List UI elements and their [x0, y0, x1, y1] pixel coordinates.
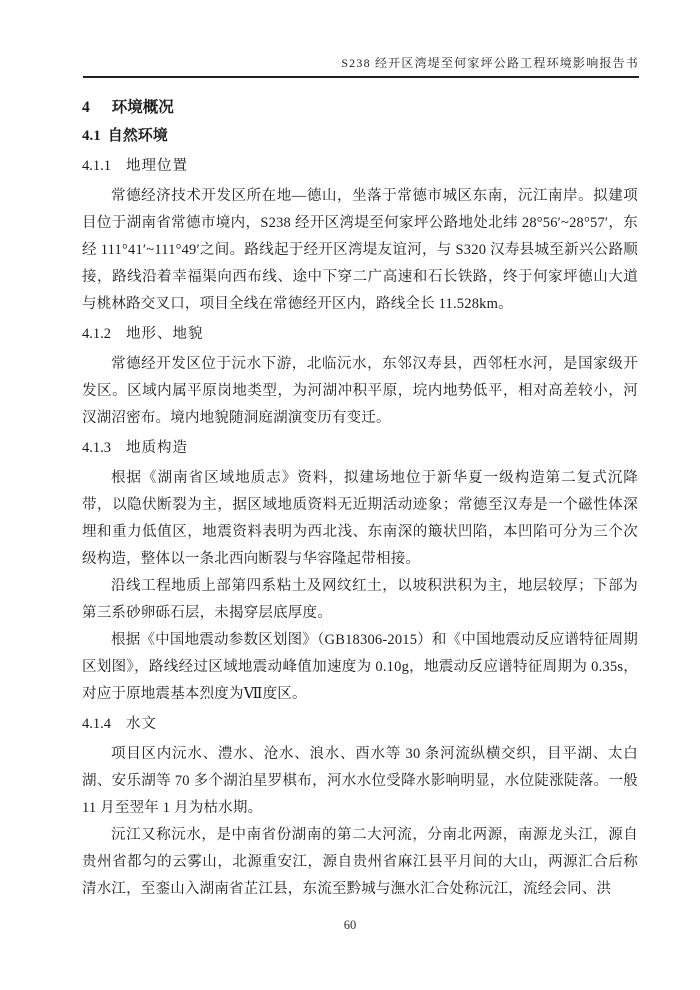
body-paragraph: 常德经开发区位于沅水下游，北临沅水，东邻汉寿县，西邻枉水河，是国家级开发区。区域内属平原岗地类型，为河湖冲积平原，垸内地势低平，相对高差较小，河汊湖沼密布。境内地貌随洞庭湖演变历有变迁。 — [82, 356, 638, 426]
section-heading-4.1.1 — [82, 153, 638, 180]
heading-title: 地质构造 — [126, 440, 188, 456]
heading-number: 4.1 — [82, 128, 101, 144]
body-paragraph: 沅江又称沅水，是中南省份湖南的第二大河流，分南北两源，南源龙头江，源自贵州省都匀的云雾山，北源重安江，源自贵州省麻江县平月间的大山，两源汇合后称清水江，至銮山入湖南省芷江县，东流至黔城与潕水汇合处称沅江，流经会同、洪 — [82, 827, 638, 897]
document-body — [82, 86, 638, 903]
body-paragraph: 根据《湖南省区域地质志》资料，拟建场地位于新华夏一级构造第二复式沉降带，以隐伏断裂为主，据区域地质资料无近期活动迹象；常德至汉寿是一个磁性体深埋和重力低值区，地震资料表明为西北浅、东南深的簸状凹陷，本凹陷可分为三个次级构造，整体以一条北西向断裂与华容隆起带相接。 — [82, 470, 638, 567]
heading-number: 4 — [82, 99, 90, 116]
body-paragraph: 项目区内沅水、澧水、沧水、浪水、酉水等 30 条河流纵横交织，目平湖、太白湖、安乐湖等 70 多个湖泊星罗棋布，河水水位受降水影响明显，水位陡涨陡落。一般 11 月至翌年 1 月为枯水期。 — [82, 746, 638, 816]
section-heading-4.1.2 — [82, 321, 638, 348]
heading-title: 地形、地貌 — [126, 326, 204, 342]
heading-number: 4.1.3 — [82, 440, 111, 456]
heading-title: 环境概况 — [111, 99, 174, 116]
page-header-title: S238 经开区湾堤至何家坪公路工程环境影响报告书 — [83, 55, 639, 78]
section-heading-4.1.4 — [82, 711, 638, 738]
heading-number: 4.1.1 — [82, 158, 111, 174]
body-paragraph: 根据《中国地震动参数区划图》（GB18306-2015）和《中国地震动反应谱特征周期区划图》，路线经过区域地震动峰值加速度为 0.10g，地震动反应谱特征周期为 0.35s，对应于原地震基本烈度为Ⅶ度区。 — [82, 632, 638, 702]
section-heading-4 — [82, 94, 638, 121]
heading-title: 地理位置 — [126, 158, 188, 174]
page-number: 60 — [343, 918, 357, 932]
section-heading-4.1.3 — [82, 435, 638, 462]
body-paragraph: 常德经济技术开发区所在地—德山，坐落于常德市城区东南，沅江南岸。拟建项目位于湖南省常德市境内，S238 经开区湾堤至何家坪公路地处北纬 28°56′~28°57′，东经 111°41′~111°49′之间。路线起于经开区湾堤友谊河，与 S320 汉寿县城至新兴公路顺接，路线沿着幸福渠向西布线、途中下穿二广高速和石长铁路，终于何家坪德山大道与桃林路交叉口，项目全线在常德经开区内，路线全长 11.528km。 — [82, 188, 638, 312]
heading-number: 4.1.2 — [82, 326, 111, 342]
heading-title: 自然环境 — [107, 128, 168, 144]
heading-number: 4.1.4 — [82, 716, 111, 732]
section-heading-4.1 — [82, 123, 638, 150]
heading-title: 水文 — [126, 716, 157, 732]
body-paragraph: 沿线工程地质上部第四系粘土及网纹红土，以坡积洪积为主，地层较厚；下部为第三系砂卵砾石层，未揭穿层底厚度。 — [82, 578, 638, 621]
